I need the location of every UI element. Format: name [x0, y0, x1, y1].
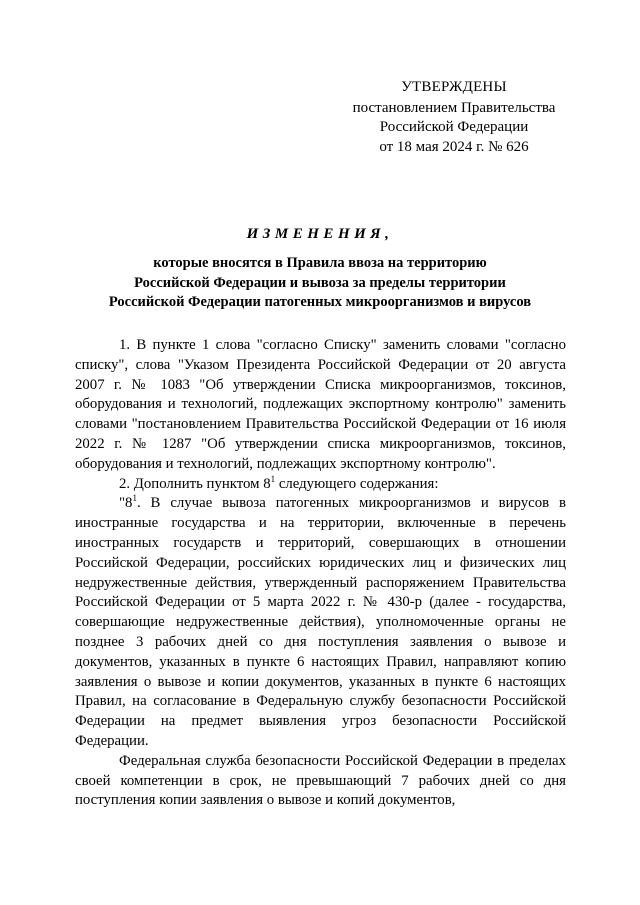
document-subtitle-line-2: Российской Федерации и вывоза за пределы территории: [134, 274, 506, 291]
paragraph-2-superscript: 1: [270, 473, 276, 484]
approval-line-2: Российской Федерации: [379, 119, 529, 135]
paragraph-3: [75, 494, 566, 751]
paragraph-3-text: "8: [119, 495, 133, 512]
paragraph-2: [75, 475, 566, 495]
document-subtitle-line-1: которые вносятся в Правила ввоза на территорию: [153, 255, 487, 271]
paragraph-3-text-end: . В случае вывоза патогенных микроорганизмов и вирусов в иностранные государства и на территории, включенные в перечень иностранных государств и территорий, совершающих в отношении Российской Федерации, российских юридических лиц и физических лиц недружественные действия, утвержденный распоряжением Правительства Российской Федерации от 5 марта 2022 г. № 430-р (далее - государства, совершающие недружественные действия), уполномоченные органы не позднее 3 рабочих дней со дня поступления заявления о вывозе и документов, указанных в пункте 6 настоящих Правил, направляют копию заявления о вывозе и копии документов, указанных в пункте 6 настоящих Правил, на согласование в Федеральную службу безопасности Российской Федерации на предмет выявления угроз безопасности Российской Федерации.: [75, 495, 566, 749]
paragraph-4: Федеральная служба безопасности Российской Федерации в пределах своей компетенции в срок, не превышающий 7 рабочих дней со дня поступления копии заявления о вывозе и копий документов,: [75, 752, 566, 809]
paragraph-2-text-end: следующего содержания:: [275, 475, 439, 492]
approval-block: [330, 78, 578, 157]
paragraph-2-text: 2. Дополнить пунктом 8: [119, 475, 271, 492]
paragraph-3-superscript: 1: [132, 493, 137, 504]
approval-stamp: УТВЕРЖДЕНЫ: [401, 79, 507, 95]
paragraph-1: 1. В пункте 1 слова "согласно Списку" заменить словами "согласно списку", слова "Указом Президента Российской Федерации от 20 августа 2007 г. № 1083 "Об утверждении Списка микроорганизмов, токсинов, оборудования и технологий, подлежащих экспортному контролю" заменить словами "постановлением Правительства Российской Федерации от 16 июля 2022 г. № 1287 "Об утверждении списка микроорганизмов, токсинов, оборудования и технологий, подлежащих экспортному контролю".: [75, 337, 566, 472]
document-body: [75, 336, 566, 811]
document-heading: [70, 224, 570, 313]
document-title: ИЗМЕНЕНИЯ,: [246, 226, 394, 242]
document-subtitle-line-3: Российской Федерации патогенных микроорганизмов и вирусов: [108, 294, 532, 310]
approval-line-3: от 18 мая 2024 г. № 626: [379, 138, 529, 155]
approval-line-1: постановлением Правительства: [352, 99, 556, 116]
